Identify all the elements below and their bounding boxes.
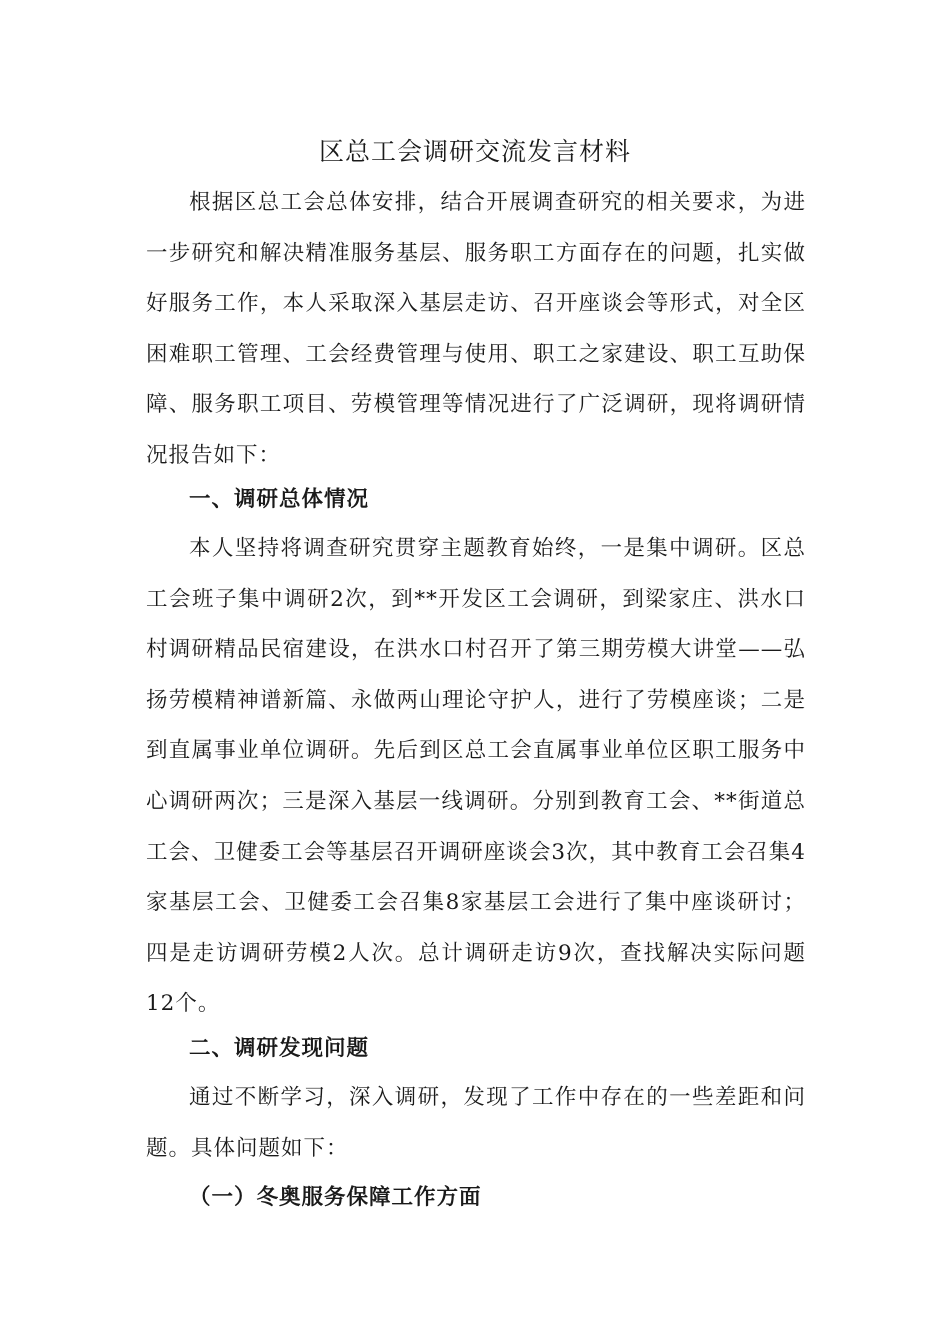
section2-heading: 二、调研发现问题	[189, 1036, 370, 1061]
subsection1-heading: （一）冬奥服务保障工作方面	[189, 1185, 482, 1210]
document-title: 区总工会调研交流发言材料	[318, 137, 631, 166]
section1-heading: 一、调研总体情况	[189, 487, 370, 512]
section1-paragraph: 本人坚持将调查研究贯穿主题教育始终，一是集中调研。区总工会班子集中调研2次，到**开发区工会调研，到梁家庄、洪水口村调研精品民宿建设，在洪水口村召开了第三期劳模大讲堂——弘扬劳模精神谱新篇、永做两山理论守护人，进行了劳模座谈；二是到直属事业单位调研。先后到区总工会直属事业单位区职工服务中心调研两次；三是深入基层一线调研。分别到教育工会、**街道总工会、卫健委工会等基层召开调研座谈会3次，其中教育工会召集4家基层工会、卫健委工会召集8家基层工会进行了集中座谈研讨；四是走访调研劳模2人次。总计调研走访9次，查找解决实际问题12个。	[146, 536, 806, 1017]
intro-paragraph: 根据区总工会总体安排，结合开展调查研究的相关要求，为进一步研究和解决精准服务基层、服务职工方面存在的问题，扎实做好服务工作，本人采取深入基层走访、召开座谈会等形式，对全区困难职工管理、工会经费管理与使用、职工之家建设、职工互助保障、服务职工项目、劳模管理等情况进行了广泛调研，现将调研情况报告如下：	[146, 190, 806, 468]
section2-paragraph: 通过不断学习，深入调研，发现了工作中存在的一些差距和问题。具体问题如下：	[146, 1085, 806, 1161]
